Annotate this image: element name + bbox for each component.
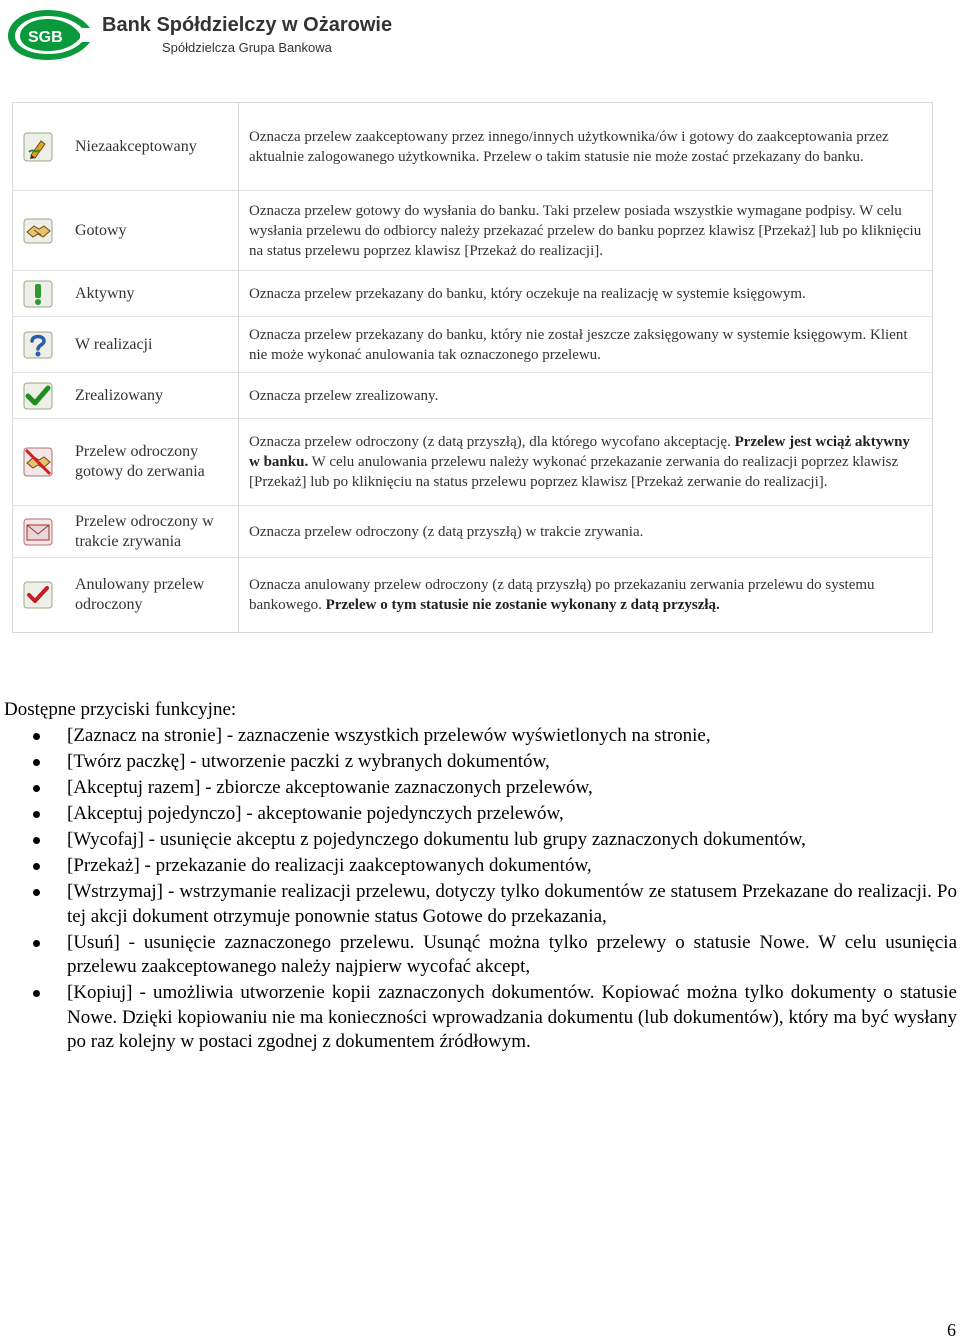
bank-logo: [4, 6, 564, 62]
list-item: [Wstrzymaj] - wstrzymanie realizacji przelewu, dotyczy tylko dokumentów ze statusem Przekazane do realizacji. Po tej akcji dokument otrzymuje ponownie status Gotowe do przekazania,: [0, 880, 957, 929]
list-item: [Usuń] - usunięcie zaznaczonego przelewu. Usunąć można tylko przelewy o statusie Nowe. W celu usunięcia przelewu zaakceptowanego należy najpierw wycofać akcept,: [0, 931, 957, 980]
list-item: [Twórz paczkę] - utworzenie paczki z wybranych dokumentów,: [0, 750, 957, 775]
status-row: [13, 558, 933, 633]
status-description-bold: Przelew jest wciąż aktywny w banku.: [249, 434, 910, 470]
list-item: [Przekaż] - przekazanie do realizacji zaakceptowanych dokumentów,: [0, 854, 957, 879]
status-name: Zrealizowany: [65, 373, 239, 419]
checkmark-icon: [23, 382, 53, 410]
status-description: Oznacza anulowany przelew odroczony (z datą przyszłą) po przekazaniu zerwania przelewu do systemu bankowego. Przelew o tym statusie nie zostanie wykonany z datą przyszłą.: [249, 577, 875, 613]
sgb-logo-icon: [4, 6, 94, 62]
status-description: Oznacza przelew przekazany do banku, który oczekuje na realizację w systemie księgowym.: [239, 271, 933, 317]
status-name: W realizacji: [65, 317, 239, 373]
group-name: Spółdzielcza Grupa Bankowa: [162, 40, 332, 55]
status-row: [13, 271, 933, 317]
status-name: Przelew odroczony w trakcie zrywania: [65, 506, 239, 558]
status-row: [13, 103, 933, 191]
status-row: [13, 419, 933, 506]
status-row: [13, 191, 933, 271]
status-name: Gotowy: [65, 191, 239, 271]
red-handshake-icon: [23, 447, 53, 477]
envelope-icon: [23, 518, 53, 546]
functions-title: Dostępne przyciski funkcyjne:: [4, 699, 237, 720]
status-name: Niezaakceptowany: [65, 103, 239, 191]
status-name: Przelew odroczony gotowy do zerwania: [65, 419, 239, 506]
list-item: [Akceptuj razem] - zbiorcze akceptowanie zaznaczonych przelewów,: [0, 776, 957, 801]
list-item: [Zaznacz na stronie] - zaznaczenie wszystkich przelewów wyświetlonych na stronie,: [0, 724, 957, 749]
status-row: [13, 506, 933, 558]
status-description: Oznacza przelew zrealizowany.: [239, 373, 933, 419]
page-number: 6: [947, 1320, 956, 1340]
bank-name: Bank Spółdzielczy w Ożarowie: [102, 14, 393, 36]
question-icon: [23, 331, 53, 359]
functions-list: [0, 724, 957, 1056]
handshake-icon: [23, 218, 53, 244]
status-description: Oznacza przelew przekazany do banku, który nie został jeszcze zaksięgowany w systemie księgowym. Klient nie może wykonać anulowania tak oznaczonego przelewu.: [239, 317, 933, 373]
status-description-bold: Przelew o tym statusie nie zostanie wykonany z datą przyszłą.: [325, 597, 720, 613]
red-check-icon: [23, 581, 53, 609]
list-item: [Kopiuj] - umożliwia utworzenie kopii zaznaczonych dokumentów. Kopiować można tylko dokumenty o statusie Nowe. Dzięki kopiowaniu nie ma konieczności wprowadzania dokumentu (lub dokumentów), który ma być wysłany po raz kolejny w postaci zgodnej z dokumentem źródłowym.: [0, 981, 957, 1055]
status-name: Anulowany przelew odroczony: [65, 558, 239, 633]
status-description: Oznacza przelew odroczony (z datą przyszłą), dla którego wycofano akceptację. Przelew jest wciąż aktywny w banku. W celu anulowania przelewu należy wykonać przekazanie zerwania do realizacji poprzez klawisz [Przekaż] lub po kliknięciu na status przelewu poprzez klawisz [Przekaż zerwanie do realizacji].: [239, 419, 933, 506]
status-description: Oznacza przelew gotowy do wysłania do banku. Taki przelew posiada wszystkie wymagane podpisy. W celu wysłania przelewu do odbiorcy należy przekazać przelew do banku poprzez klawisz [Przekaż] lub po kliknięciu na status przelewu poprzez klawisz [Przekaż do realizacji].: [239, 191, 933, 271]
status-description: Oznacza przelew odroczony (z datą przyszłą) w trakcie zrywania.: [239, 506, 933, 558]
status-row: [13, 373, 933, 419]
list-item: [Akceptuj pojedynczo] - akceptowanie pojedynczych przelewów,: [0, 802, 957, 827]
list-item: [Wycofaj] - usunięcie akceptu z pojedynczego dokumentu lub grupy zaznaczonych dokumentów,: [0, 828, 957, 853]
logo-mark-text: SGB: [28, 29, 63, 46]
status-description: Oznacza przelew zaakceptowany przez innego/innych użytkownika/ów i gotowy do zaakceptowania przez aktualnie zalogowanego użytkownika. Przelew o takim statusie nie może zostać przekazany do banku.: [239, 103, 933, 191]
status-row: [13, 317, 933, 373]
status-name: Aktywny: [65, 271, 239, 317]
pen-icon: [23, 132, 53, 162]
status-table: [12, 102, 933, 633]
exclamation-icon: [23, 280, 53, 308]
